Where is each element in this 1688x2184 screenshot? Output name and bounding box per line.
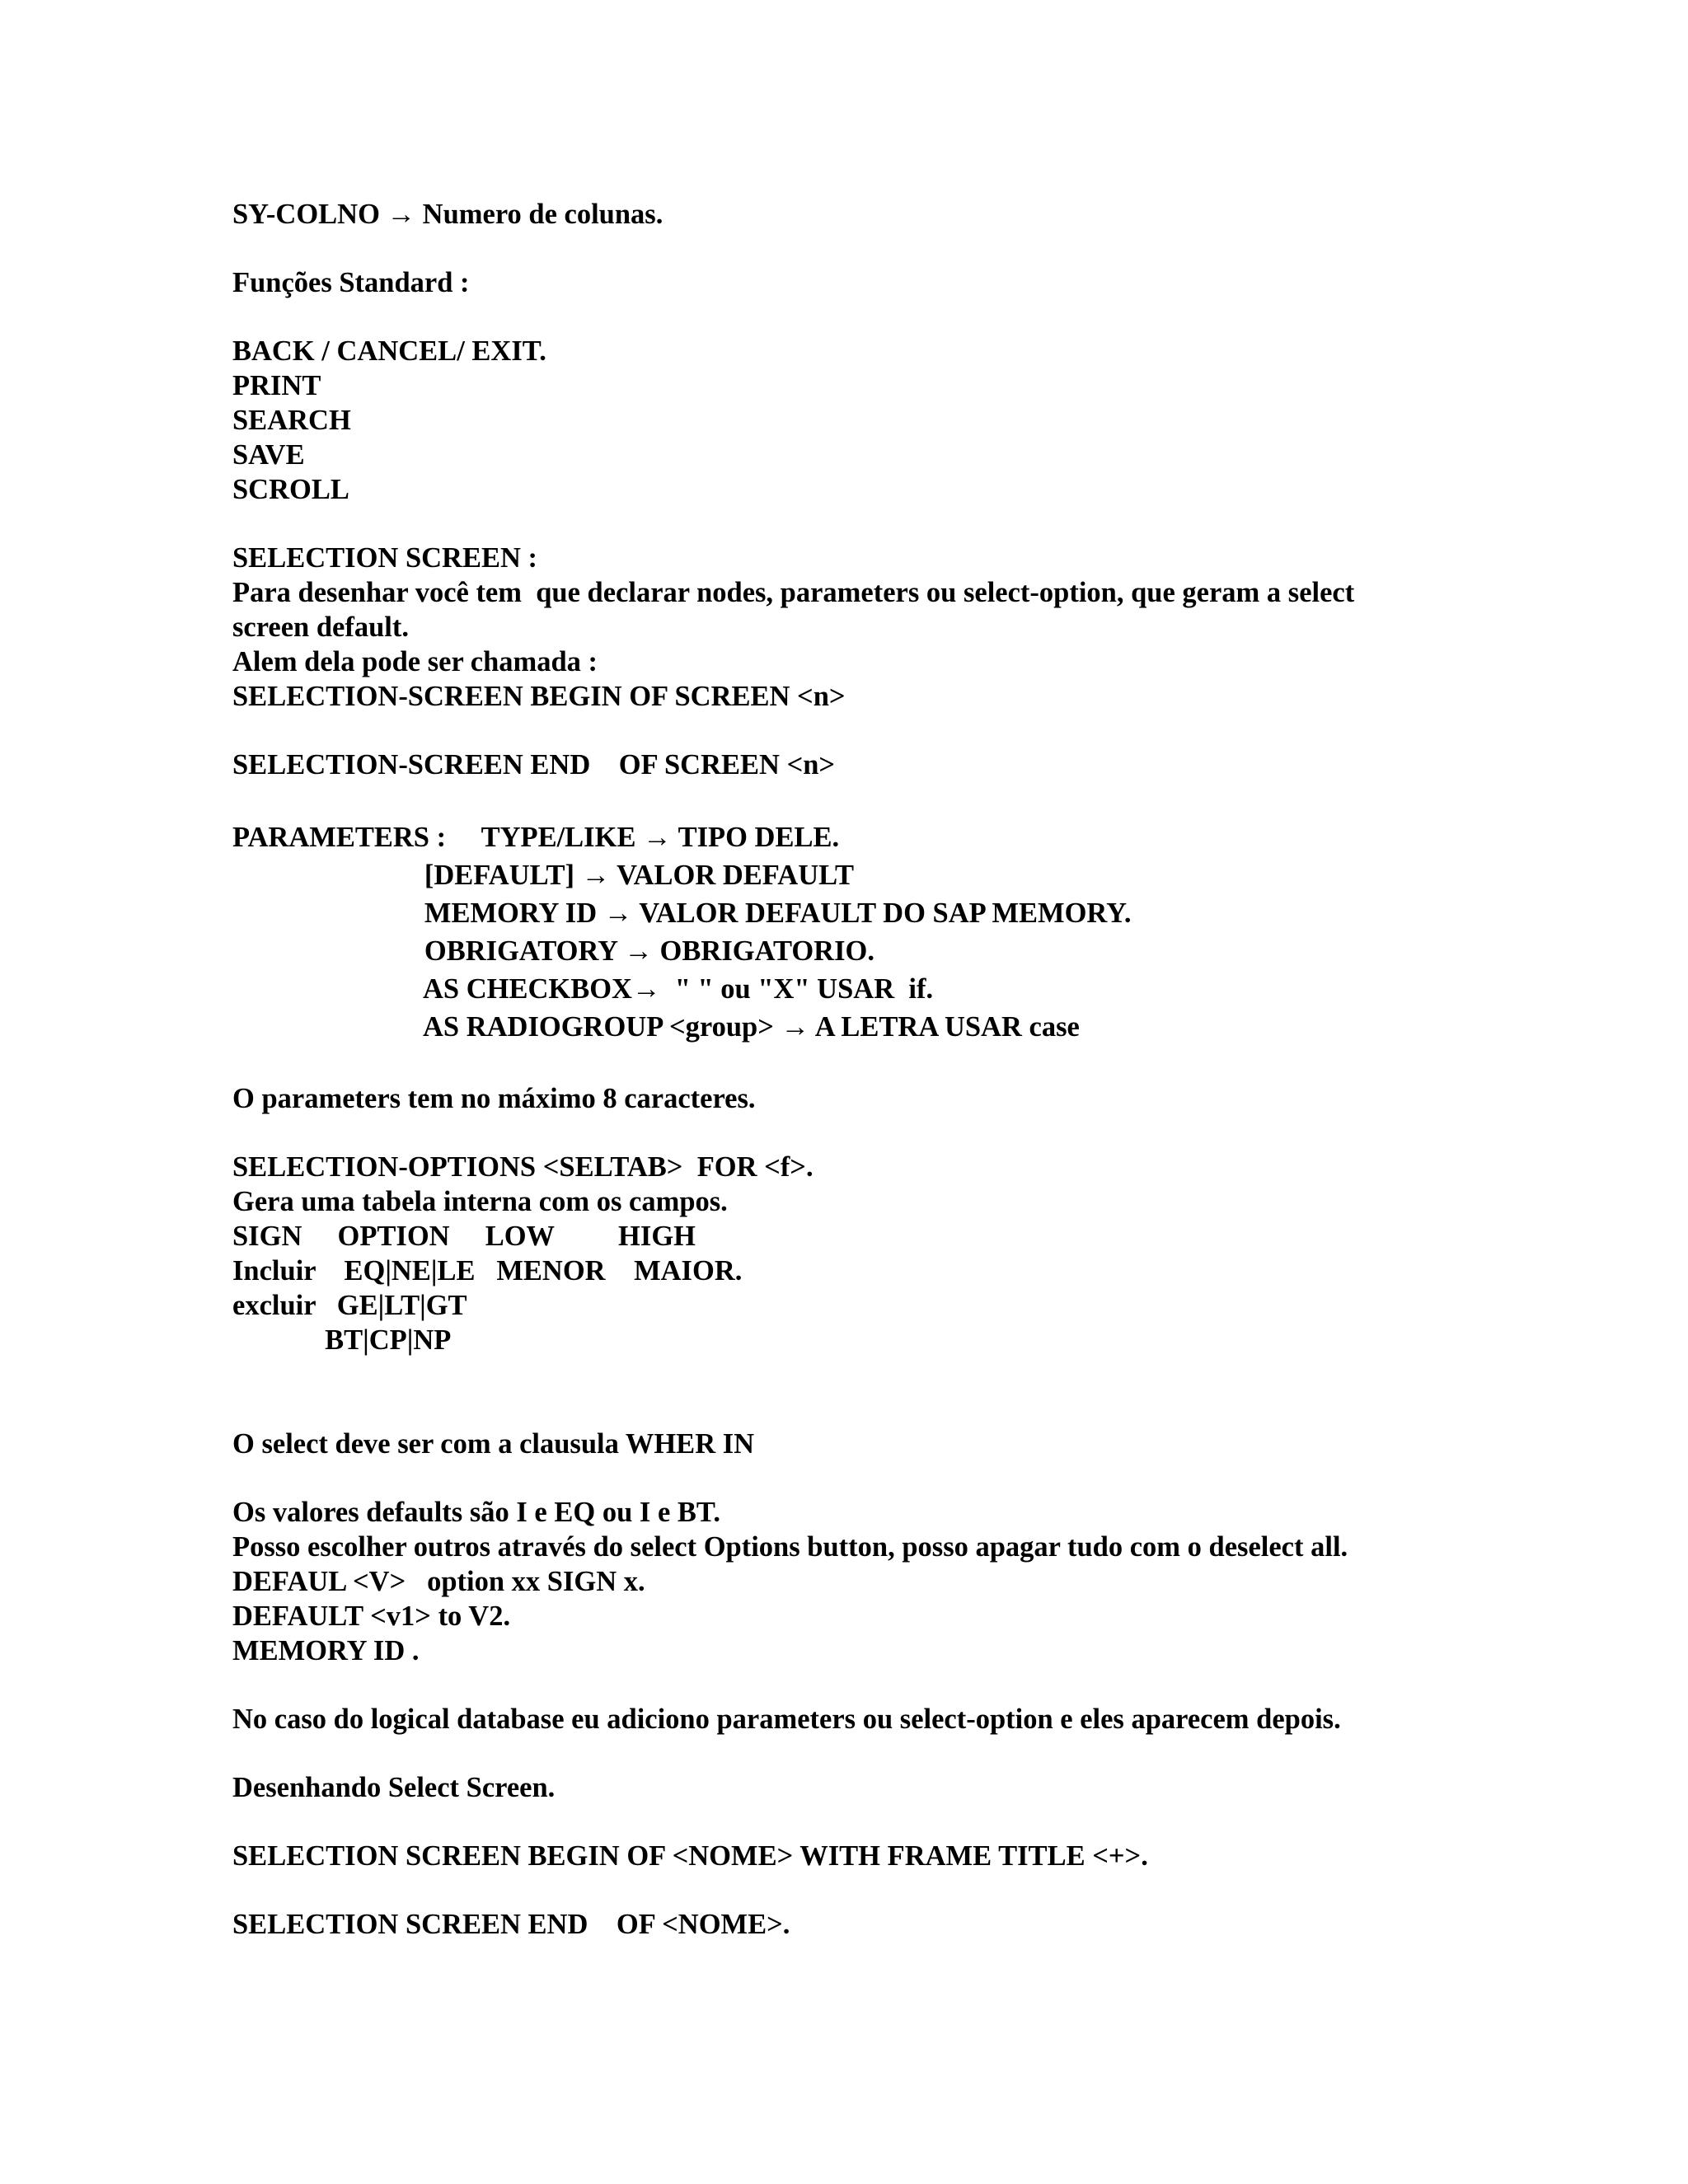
- text-line: AS RADIOGROUP <group> → A LETRA USAR case: [232, 1011, 1080, 1043]
- text-line: PRINT: [232, 370, 321, 401]
- text-line: Posso escolher outros através do select Options button, posso apagar tudo com o deselect all.: [232, 1531, 1348, 1563]
- text-line: Gera uma tabela interna com os campos.: [232, 1186, 728, 1217]
- text-line: BACK / CANCEL/ EXIT.: [232, 335, 546, 367]
- text-line: DEFAULT <v1> to V2.: [232, 1601, 511, 1632]
- section-heading: SELECTION SCREEN :: [232, 542, 538, 574]
- section-heading: Funções Standard :: [232, 267, 470, 298]
- text-line: SCROLL: [232, 474, 349, 505]
- text-line: [DEFAULT] → VALOR DEFAULT: [232, 860, 854, 891]
- text-line: OBRIGATORY → OBRIGATORIO.: [232, 935, 874, 967]
- text-line: PARAMETERS : TYPE/LIKE → TIPO DELE.: [232, 822, 840, 853]
- text-line: DEFAUL <V> option xx SIGN x.: [232, 1566, 645, 1597]
- text-line: Para desenhar você tem que declarar nodes, parameters ou select-option, que geram a select: [232, 577, 1355, 608]
- text-line: O parameters tem no máximo 8 caracteres.: [232, 1083, 756, 1114]
- text-line: SELECTION-OPTIONS <SELTAB> FOR <f>.: [232, 1151, 814, 1183]
- text-line: excluir GE|LT|GT: [232, 1290, 467, 1321]
- text-line: SAVE: [232, 439, 305, 471]
- text-line: SELECTION SCREEN END OF <NOME>.: [232, 1909, 790, 1940]
- text-line: No caso do logical database eu adiciono parameters ou select-option e eles aparecem depois.: [232, 1704, 1341, 1735]
- text-line: SELECTION-SCREEN END OF SCREEN <n>: [232, 749, 836, 780]
- text-line: Desenhando Select Screen.: [232, 1772, 556, 1803]
- text-line: SELECTION-SCREEN BEGIN OF SCREEN <n>: [232, 681, 846, 712]
- text-line: O select deve ser com a clausula WHER IN: [232, 1428, 755, 1460]
- text-line: Incluir EQ|NE|LE MENOR MAIOR.: [232, 1255, 743, 1286]
- text-line: SEARCH: [232, 405, 351, 436]
- text-line: MEMORY ID → VALOR DEFAULT DO SAP MEMORY.: [232, 898, 1132, 929]
- text-line: SIGN OPTION LOW HIGH: [232, 1221, 696, 1252]
- text-line: screen default.: [232, 612, 409, 643]
- text-line: SELECTION SCREEN BEGIN OF <NOME> WITH FRAME TITLE <+>.: [232, 1840, 1148, 1872]
- text-line: AS CHECKBOX→ " " ou "X" USAR if.: [232, 973, 934, 1005]
- text-line: MEMORY ID .: [232, 1635, 420, 1666]
- text-line: Os valores defaults são I e EQ ou I e BT.: [232, 1497, 720, 1528]
- text-line: Alem dela pode ser chamada :: [232, 646, 598, 677]
- text-line: SY-COLNO → Numero de colunas.: [232, 199, 663, 230]
- text-line: BT|CP|NP: [232, 1324, 452, 1356]
